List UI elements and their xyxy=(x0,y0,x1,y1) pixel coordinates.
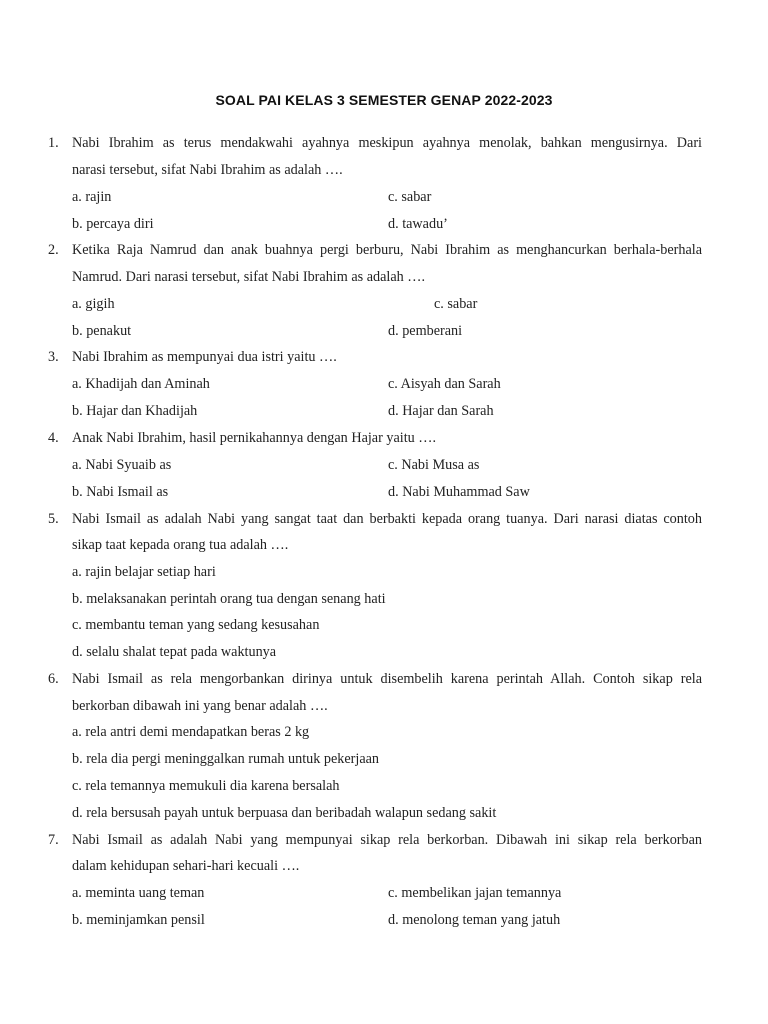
page-title: SOAL PAI KELAS 3 SEMESTER GENAP 2022-2023 xyxy=(215,92,553,108)
option-a: a. meminta uang teman xyxy=(72,885,205,901)
option-d: d. rela bersusah payah untuk berpuasa dan beribadah walapun sedang sakit xyxy=(72,805,497,821)
option-c: c. sabar xyxy=(388,189,432,205)
question-text-line: Ketika Raja Namrud dan anak buahnya pergi berburu, Nabi Ibrahim as menghancurkan berhala-berhala xyxy=(72,242,702,258)
option-d: d. pemberani xyxy=(388,323,463,339)
option-c: c. sabar xyxy=(434,296,478,312)
option-d: d. menolong teman yang jatuh xyxy=(388,912,561,928)
question-text-line: Namrud. Dari narasi tersebut, sifat Nabi Ibrahim as adalah …. xyxy=(72,269,425,285)
option-a: a. Nabi Syuaib as xyxy=(72,457,172,473)
option-c: c. Nabi Musa as xyxy=(388,457,480,473)
option-a: a. gigih xyxy=(72,296,115,312)
question-text-line: Anak Nabi Ibrahim, hasil pernikahannya dengan Hajar yaitu …. xyxy=(72,430,437,446)
question-number: 4. xyxy=(48,430,59,446)
option-b: b. meminjamkan pensil xyxy=(72,912,205,928)
option-a: a. rela antri demi mendapatkan beras 2 kg xyxy=(72,724,310,740)
option-a: a. rajin belajar setiap hari xyxy=(72,564,216,580)
option-c: c. Aisyah dan Sarah xyxy=(388,376,501,392)
option-a: a. rajin xyxy=(72,189,112,205)
question-text-line: dalam kehidupan sehari-hari kecuali …. xyxy=(72,858,300,874)
question-text-line: berkorban dibawah ini yang benar adalah …. xyxy=(72,698,328,714)
option-d: d. selalu shalat tepat pada waktunya xyxy=(72,644,277,660)
option-c: c. membantu teman yang sedang kesusahan xyxy=(72,617,320,633)
question-text-line: sikap taat kepada orang tua adalah …. xyxy=(72,537,289,553)
option-b: b. rela dia pergi meninggalkan rumah untuk pekerjaan xyxy=(72,751,380,767)
option-b: b. melaksanakan perintah orang tua dengan senang hati xyxy=(72,591,386,607)
question-number: 1. xyxy=(48,135,59,151)
question-number: 3. xyxy=(48,349,59,365)
option-c: c. rela temannya memukuli dia karena bersalah xyxy=(72,778,340,794)
option-d: d. Nabi Muhammad Saw xyxy=(388,484,530,500)
option-a: a. Khadijah dan Aminah xyxy=(72,376,210,392)
option-d: d. Hajar dan Sarah xyxy=(388,403,494,419)
option-b: b. percaya diri xyxy=(72,216,154,232)
question-number: 2. xyxy=(48,242,59,258)
question-text-line: Nabi Ismail as rela mengorbankan dirinya untuk disembelih karena perintah Allah. Contoh sikap rela xyxy=(72,671,702,687)
question-number: 6. xyxy=(48,671,59,687)
question-text-line: Nabi Ismail as adalah Nabi yang mempunyai sikap rela berkorban. Dibawah ini sikap rela berkorban xyxy=(72,832,702,848)
question-number: 5. xyxy=(48,511,59,527)
question-text-line: Nabi Ibrahim as mempunyai dua istri yaitu …. xyxy=(72,349,337,365)
option-b: b. penakut xyxy=(72,323,132,339)
question-text-line: narasi tersebut, sifat Nabi Ibrahim as adalah …. xyxy=(72,162,343,178)
option-b: b. Hajar dan Khadijah xyxy=(72,403,198,419)
option-b: b. Nabi Ismail as xyxy=(72,484,169,500)
question-text-line: Nabi Ismail as adalah Nabi yang sangat taat dan berbakti kepada orang tuanya. Dari narasi diatas contoh xyxy=(72,511,702,527)
option-c: c. membelikan jajan temannya xyxy=(388,885,562,901)
question-number: 7. xyxy=(48,832,59,848)
question-text-line: Nabi Ibrahim as terus mendakwahi ayahnya meskipun ayahnya menolak, bahkan mengusirnya. Dari xyxy=(72,135,702,151)
option-d: d. tawadu’ xyxy=(388,216,448,232)
